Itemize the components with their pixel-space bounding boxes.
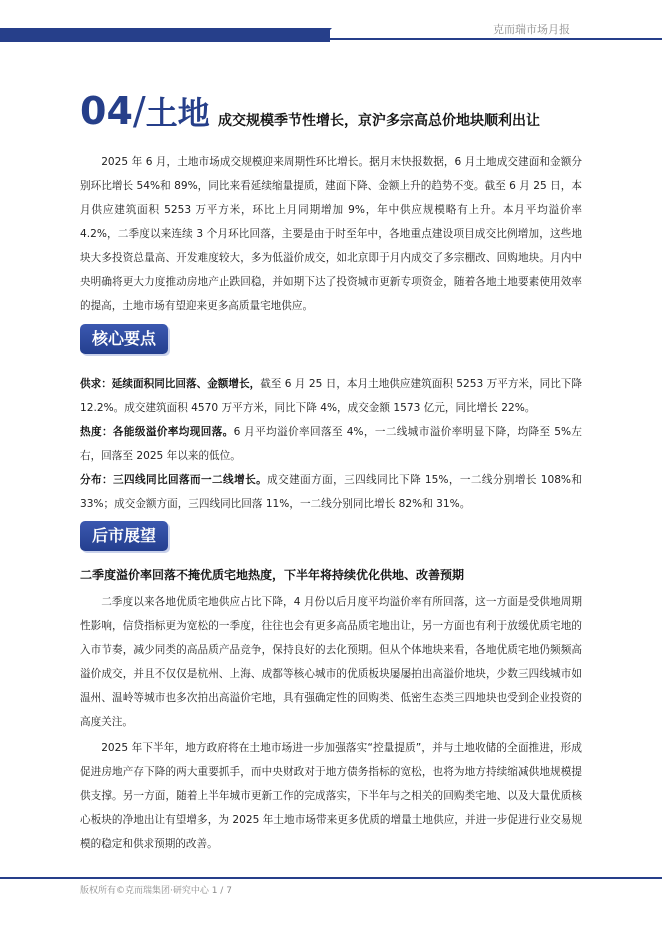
key-point-lead: 热度：各能级溢价率均现回落。 bbox=[80, 426, 234, 438]
section-number: 04 bbox=[80, 89, 133, 133]
key-point-lead: 供求：延续面积同比回落、金额增长， bbox=[80, 378, 261, 390]
title-slash: / bbox=[132, 89, 146, 133]
key-point-lead: 分布：三四线同比回落而一二线增长。 bbox=[80, 474, 268, 486]
outlook-paragraph-1: 二季度以来各地优质宅地供应占比下降，4 月份以后月度平均溢价率有所回落，这一方面是受供地周期性影响，信贷指标更为宽松的一季度，往往也会有更多高品质宅地出让，另一方面也有利于放缓优质宅地的入市节奏，减少同类的高品质产品竞争，保持良好的去化预期。但从个体地块来看，各地优质宅地仍频频高溢价成交，并且不仅仅是杭州、上海、成都等核心城市的优质板块屡屡拍出高溢价地块，少数三四线城市如温州、温岭等城市也多次拍出高溢价宅地，具有强确定性的回购类、低密生态类三四地块也受到企业投资的高度关注。 bbox=[80, 596, 582, 728]
key-point-text: 截至 6 月 25 日，本月土地供应建筑面积 5253 万平方米，同比下降 12.2%。成交建筑面积 4570 万平方米，同比下降 4%，成交金额 1573 亿元，同比增长 22%。 bbox=[80, 378, 583, 414]
key-point-text: 成交建面方面，三四线同比下降 15%，一二线分别增长 108%和 33%；成交金额方面，三四线同比回落 11%，一二线分别同比增长 82%和 31%。 bbox=[80, 474, 583, 510]
key-point-text: 6 月平均溢价率回落至 4%，一二线城市溢价率明显下降，均降至 5%左右，回落至 2025 年以来的低位。 bbox=[80, 426, 583, 462]
footer-copyright: 版权所有©克而瑞集团·研究中心 1 / 7 bbox=[80, 886, 232, 896]
outlook-heading: 二季度溢价率回落不掩优质宅地热度，下半年将持续优化供地、改善预期 bbox=[80, 568, 465, 582]
key-point-supply bbox=[80, 372, 582, 420]
key-points-badge: 核心要点 bbox=[80, 324, 168, 354]
key-point-heat bbox=[80, 420, 582, 468]
section-name: 土地 bbox=[145, 94, 210, 132]
outlook-paragraph-2: 2025 年下半年，地方政府将在土地市场进一步加强落实“控量提质”，并与土地收储的全面推进，形成促进房地产存下降的两大重要抓手，而中央财政对于地方债务指标的宽松，也将为地方持续缩减供地规模提供支撑。另一方面，随着上半年城市更新工作的完成落实，下半年与之相关的回购类宅地、以及大量优质核心板块的净地出让有望增多，为 2025 年土地市场带来更多优质的增量土地供应，并进一步促进行业交易规模的稳定和供求预期的改善。 bbox=[80, 742, 582, 850]
footer-line bbox=[0, 877, 662, 879]
section-subtitle: 成交规模季节性增长，京沪多宗高总价地块顺利出让 bbox=[218, 113, 540, 129]
header-bar-dark bbox=[0, 28, 330, 42]
header-bar-line bbox=[330, 38, 662, 40]
section-title bbox=[80, 88, 210, 132]
outlook-badge: 后市展望 bbox=[80, 521, 168, 551]
intro-paragraph: 2025 年 6 月，土地市场成交规模迎来周期性环比增长。据月末快报数据，6 月土地成交建面和金额分别环比增长 54%和 89%，同比来看延续缩量提质，建面下降、金额上升的趋势不变。截至 6 月 25 日，本月供应建筑面积 5253 万平方米，环比上月同期增加 9%，年中供应规模略有上升。本月平均溢价率 4.2%，二季度以来连续 3 个月环比回落，主要是由于时至年中，各地重点建设项目成交比例增加，这些地块大多投资总量高、开发难度较大，多为低溢价成交，如北京即于月内成交了多宗棚改、回购地块。月内中央明确将更大力度推动房地产止跌回稳，并如期下达了投资城市更新专项资金，随着各地土地要素使用效率的提高，土地市场有望迎来更多高质量宅地供应。 bbox=[80, 156, 582, 312]
report-name: 克而瑞市场月报 bbox=[493, 23, 570, 36]
key-point-distribution bbox=[80, 468, 582, 516]
